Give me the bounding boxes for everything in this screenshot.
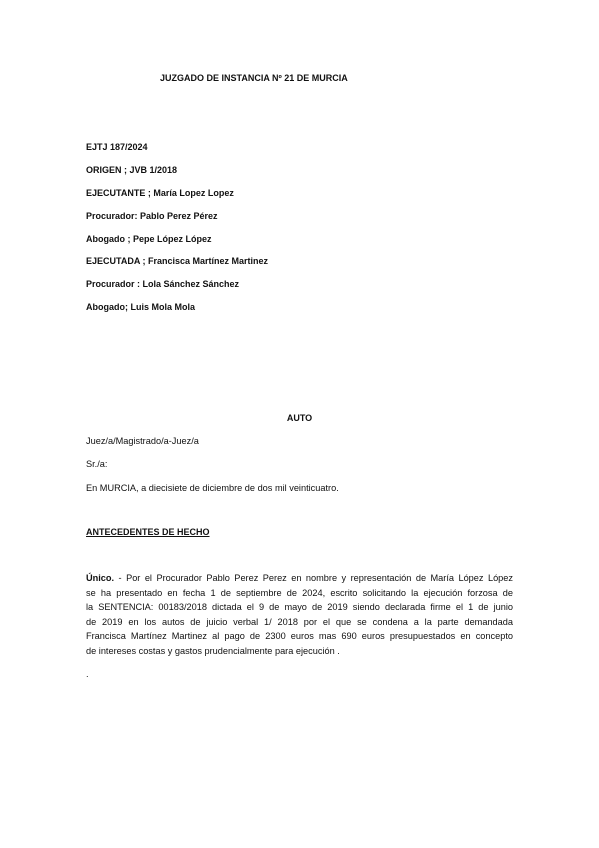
court-heading: JUZGADO DE INSTANCIA Nº 21 DE MURCIA [160,73,348,83]
executed-lawyer: Abogado; Luis Mola Mola [86,302,195,312]
paragraph-line-text: - Por el Procurador Pablo Perez Perez en nombre y representación de María López López [114,573,513,583]
executed-procurator: Procurador : Lola Sánchez Sánchez [86,279,240,289]
paragraph-line: la SENTENCIA: 00183/2018 dictada el 9 de mayo de 2019 siendo declarada firme el 1 de junio [86,602,513,613]
case-number: EJTJ 187/2024 [86,142,148,152]
sr-line: Sr./a: [86,459,108,469]
auto-title: AUTO [286,413,313,423]
paragraph-line: Francisca Martínez Martinez al pago de 2300 euros mas 690 euros presupuestados en concepto [86,631,513,642]
executing-party: EJECUTANTE ; María Lopez Lopez [86,188,234,198]
judge-line: Juez/a/Magistrado/a-Juez/a [86,436,199,446]
paragraph-line: se ha presentado en fecha 1 de septiembre de 2024, escrito solicitando la ejecución forzosa de [86,587,513,598]
unico-label: Único. [86,573,115,583]
place-date-line: En MURCIA, a diecisiete de diciembre de dos mil veinticuatro. [86,483,339,493]
executing-procurator: Procurador: Pablo Perez Pérez [86,211,218,221]
paragraph-line [86,571,513,586]
unico-paragraph [86,571,513,659]
trailing-dot: . [86,669,89,679]
paragraph-line: de 2019 en los autos de juicio verbal 1/ 2018 por el que se condena a la parte demandada [86,616,513,627]
executed-party: EJECUTADA ; Francisca Martínez Martinez [86,256,269,266]
executing-lawyer: Abogado ; Pepe López López [86,234,212,244]
antecedentes-heading: ANTECEDENTES DE HECHO [86,527,210,537]
paragraph-line: de intereses costas y gastos prudencialmente para ejecución . [86,645,340,656]
origin: ORIGEN ; JVB 1/2018 [86,165,178,175]
